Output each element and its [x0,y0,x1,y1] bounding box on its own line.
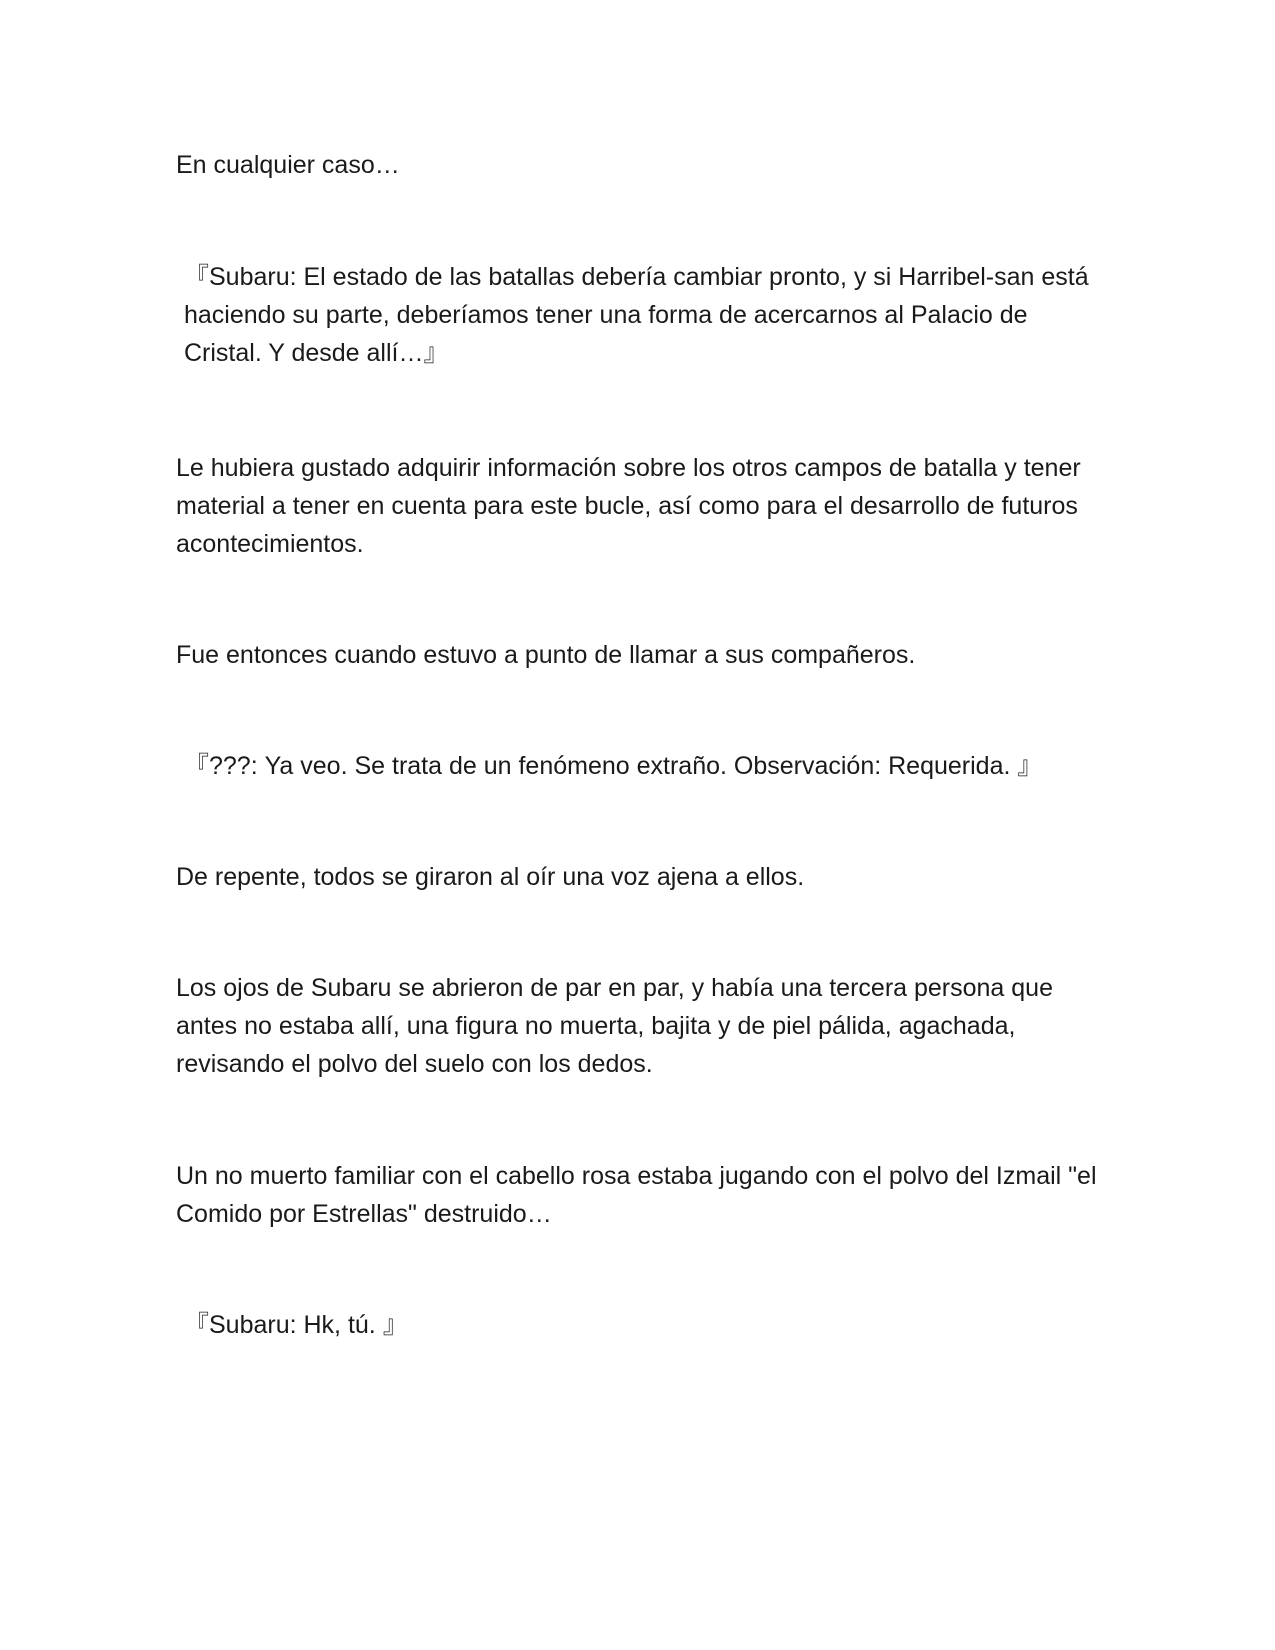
paragraph-narration: Los ojos de Subaru se abrieron de par en par, y había una tercera persona que antes no estaba allí, una figura no muerta, bajita y de piel pálida, agachada, revisando el polvo del suelo con los dedos. [176,974,1053,1078]
paragraph-dialogue-subaru: 『Subaru: Hk, tú. 』 [184,1311,408,1339]
paragraph-narration: Le hubiera gustado adquirir información sobre los otros campos de batalla y tener material a tener en cuenta para este bucle, así como para el desarrollo de futuros acontecimientos. [176,454,1081,558]
paragraph-narration: Un no muerto familiar con el cabello rosa estaba jugando con el polvo del Izmail "el Comido por Estrellas" destruido… [176,1162,1097,1228]
paragraph-narration: Fue entonces cuando estuvo a punto de llamar a sus compañeros. [176,641,916,669]
paragraph-dialogue-unknown: 『???: Ya veo. Se trata de un fenómeno extraño. Observación: Requerida. 』 [184,752,1043,780]
paragraph-dialogue-subaru: 『Subaru: El estado de las batallas debería cambiar pronto, y si Harribel-san está haciendo su parte, deberíamos tener una forma de acercarnos al Palacio de Cristal. Y desde allí…』 [184,263,1089,367]
paragraph-narration: De repente, todos se giraron al oír una voz ajena a ellos. [176,863,805,891]
paragraph-narration: En cualquier caso… [176,151,400,179]
